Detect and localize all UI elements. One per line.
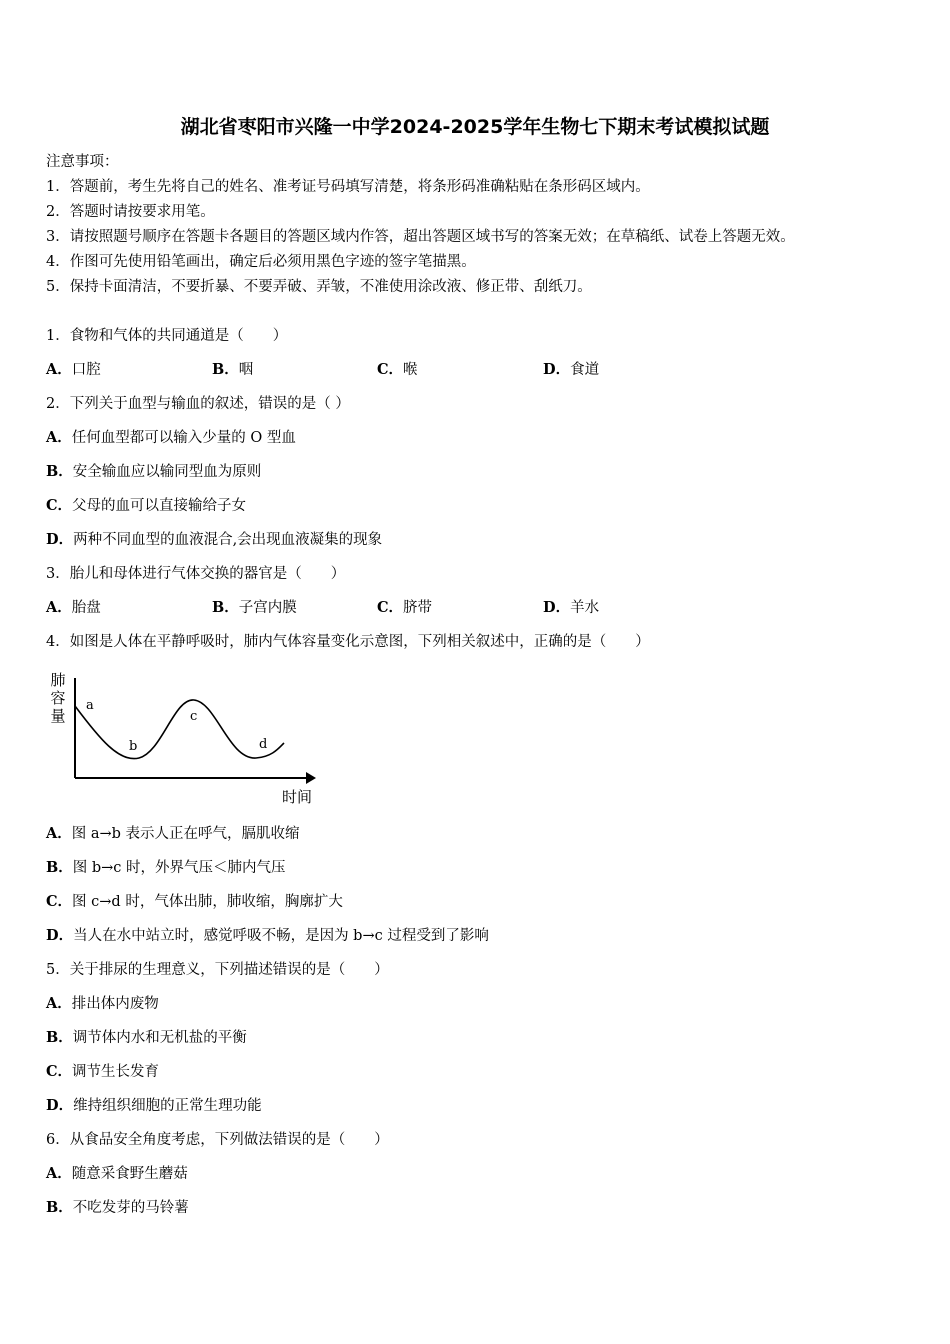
option-d: D．食道 <box>543 361 600 378</box>
option-c: C．调节生长发育 <box>46 1063 160 1080</box>
option-c: C．喉 <box>377 361 418 378</box>
option-b: B．咽 <box>212 361 254 378</box>
question-2-stem: 2．下列关于血型与输血的叙述，错误的是（ ） <box>46 396 350 412</box>
option-b: B．不吃发芽的马铃薯 <box>46 1199 189 1216</box>
option-a: A．排出体内废物 <box>46 995 159 1012</box>
notice-heading: 注意事项： <box>46 154 119 170</box>
notice-item: 1．答题前，考生先将自己的姓名、准考证号码填写清楚，将条形码准确粘贴在条形码区域内。 <box>46 179 650 195</box>
question-6-stem: 6．从食品安全角度考虑，下列做法错误的是（ ） <box>46 1132 389 1148</box>
option-c: C．脐带 <box>377 599 433 616</box>
option-d: D．当人在水中站立时，感觉呼吸不畅，是因为 b→c 过程受到了影响 <box>46 927 489 944</box>
notice-item: 2．答题时请按要求用笔。 <box>46 204 215 220</box>
y-axis-label-char: 肺 <box>50 671 66 689</box>
point-label-a: a <box>86 698 94 713</box>
notice-item: 4．作图可先使用铅笔画出，确定后必须用黑色字迹的签字笔描黑。 <box>46 254 476 270</box>
lung-volume-graph <box>44 668 324 808</box>
option-d: D．维持组织细胞的正常生理功能 <box>46 1097 262 1114</box>
option-a: A．胎盘 <box>46 599 101 616</box>
option-c: C．图 c→d 时，气体出肺，肺收缩，胸廓扩大 <box>46 893 343 910</box>
question-4-stem: 4．如图是人体在平静呼吸时，肺内气体容量变化示意图，下列相关叙述中，正确的是（ ） <box>46 634 650 650</box>
page-title: 湖北省枣阳市兴隆一中学2024-2025学年生物七下期末考试模拟试题 <box>180 116 770 138</box>
y-axis-label-char: 容 <box>50 689 66 707</box>
option-c: C．父母的血可以直接输给子女 <box>46 497 247 514</box>
notice-item: 3．请按照题号顺序在答题卡各题目的答题区域内作答，超出答题区域书写的答案无效；在草稿纸、试卷上答题无效。 <box>46 229 795 245</box>
option-a: A．口腔 <box>46 361 101 378</box>
question-5-stem: 5．关于排尿的生理意义，下列描述错误的是（ ） <box>46 962 389 978</box>
x-axis-label: 时间 <box>281 788 313 806</box>
option-b: B．安全输血应以输同型血为原则 <box>46 463 262 480</box>
option-b: B．图 b→c 时，外界气压＜肺内气压 <box>46 859 286 876</box>
notice-item: 5．保持卡面清洁，不要折暴、不要弄破、弄皱，不准使用涂改液、修正带、刮纸刀。 <box>46 279 592 295</box>
lung-volume-curve <box>75 700 284 759</box>
option-d: D．羊水 <box>543 599 600 616</box>
point-label-d: d <box>259 737 268 752</box>
option-a: A．图 a→b 表示人正在呼气，膈肌收缩 <box>46 825 300 842</box>
lung-volume-figure <box>44 668 324 808</box>
option-d: D．两种不同血型的血液混合,会出现血液凝集的现象 <box>46 531 383 548</box>
point-label-c: c <box>190 709 198 724</box>
y-axis-label-char: 量 <box>50 707 66 725</box>
question-1-stem: 1．食物和气体的共同通道是（ ） <box>46 328 288 344</box>
point-label-b: b <box>129 739 138 754</box>
option-b: B．调节体内水和无机盐的平衡 <box>46 1029 247 1046</box>
question-3-stem: 3．胎儿和母体进行气体交换的器官是（ ） <box>46 566 346 582</box>
option-a: A．任何血型都可以输入少量的 O 型血 <box>46 429 296 446</box>
option-a: A．随意采食野生蘑菇 <box>46 1165 188 1182</box>
option-b: B．子宫内膜 <box>212 599 297 616</box>
x-axis-arrow <box>306 772 316 784</box>
